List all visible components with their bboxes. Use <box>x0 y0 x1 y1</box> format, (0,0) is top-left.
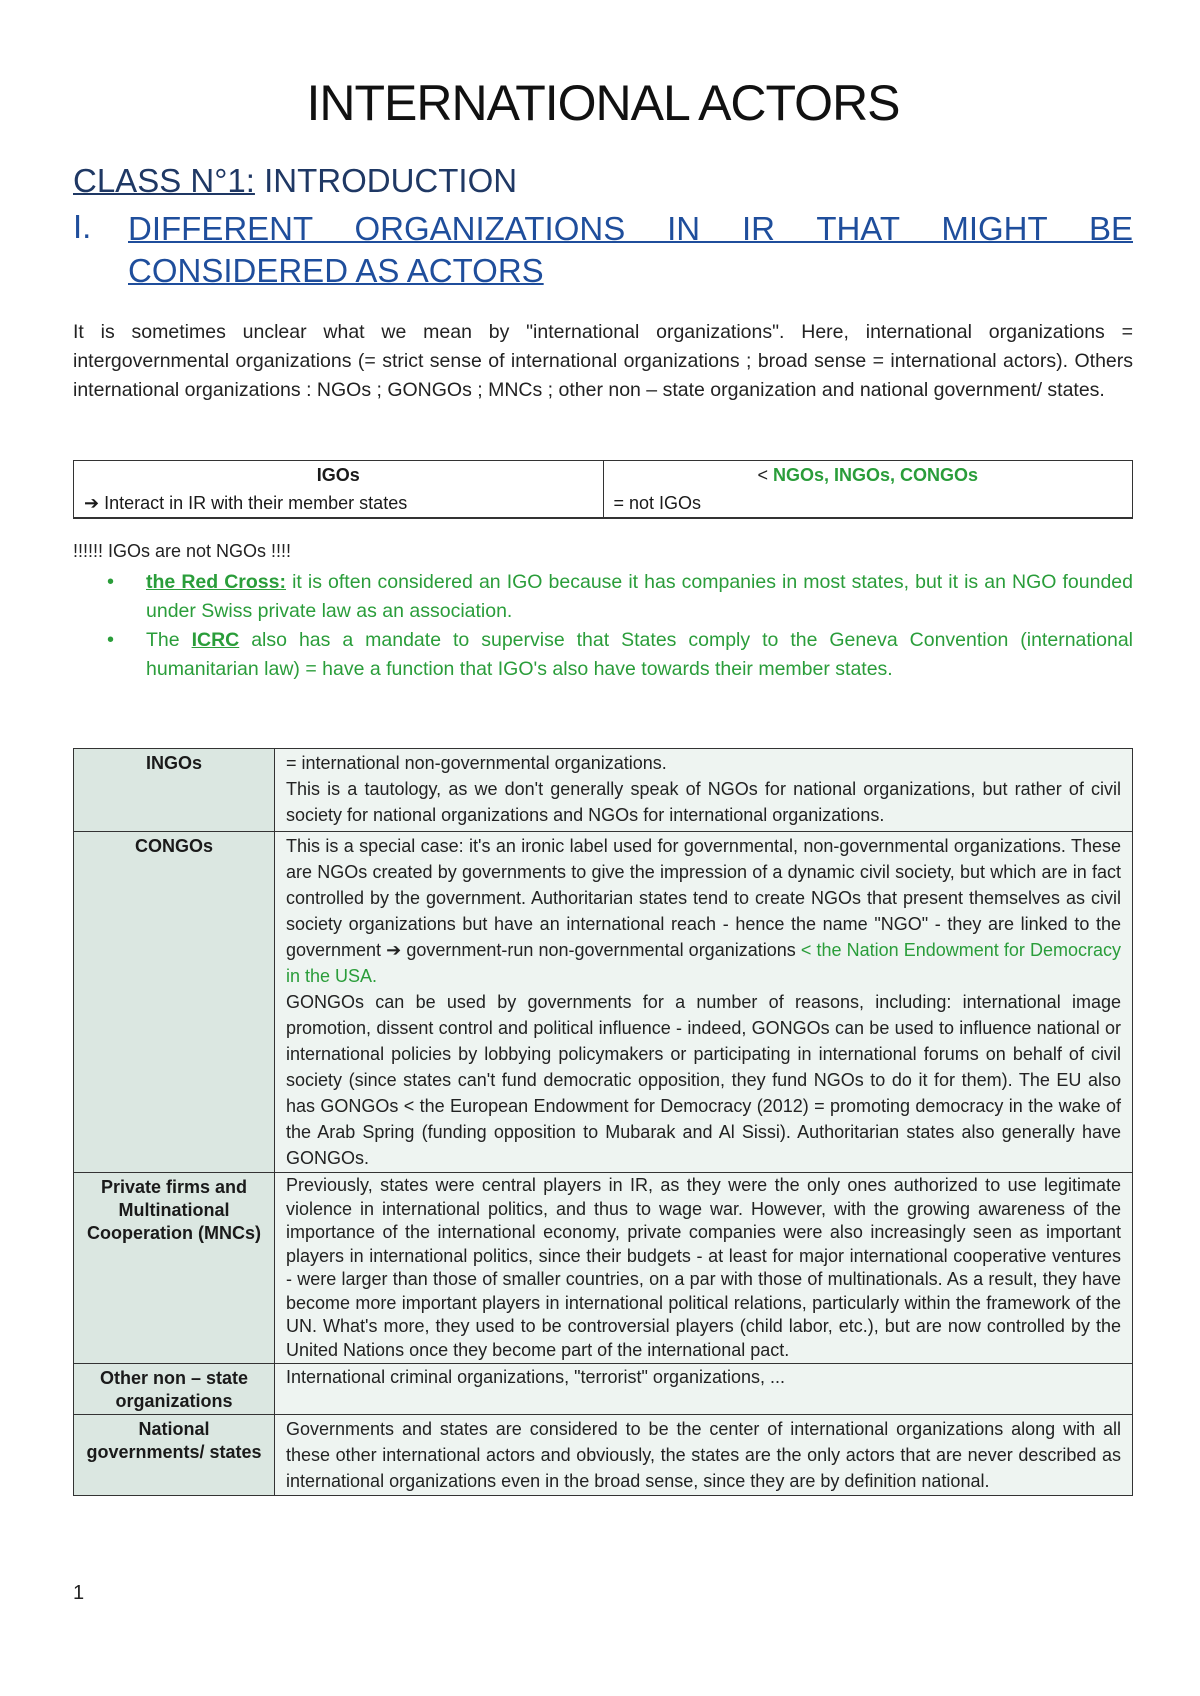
igo-ngo-comparison-table <box>73 460 1133 519</box>
bullet-term: ICRC <box>191 629 240 651</box>
definition-cell: Previously, states were central players in IR, as they were the only ones authorized to use legitimate violence in international politics, and thus to wage war. However, with the growing awareness of the importance of the international economy, private companies were also increasingly seen as important players in international politics, since their budgets - at least for major international cooperative ventures - were larger than those of smaller countries, on a par with those of multinationals. As a result, they have become more important players in international political relations, particularly within the framework of the UN. What's more, they used to be controversial players (child labor, etc.), but are now controlled by the United Nations once they become part of the international pact. <box>275 1173 1133 1364</box>
bullet-term: the Red Cross: <box>146 571 286 593</box>
definition-text: GONGOs can be used by governments for a number of reasons, including: international image promotion, dissent control and political influence - indeed, GONGOs can be used to influence national or international policies by lobbying policymakers or participating in international forums on behalf of civil society (since states can't fund democratic opposition, they fund NGOs to do it for them). The EU also has GONGOs < the European Endowment for Democracy (2012) = promoting democracy in the wake of the Arab Spring (funding opposition to Mubarak and Al Sissi). Authoritarian states also generally have GONGOs. <box>286 992 1121 1168</box>
actors-table <box>73 748 1133 1496</box>
term-cell: Private firms and Multinational Cooperation (MNCs) <box>74 1173 275 1364</box>
bullet-text: it is often considered an IGO because it has companies in most states, but it is an NGO founded under Swiss private law as an association. <box>146 571 1133 622</box>
table-row <box>74 1173 1133 1364</box>
arrow-right-icon: ➔ <box>84 493 100 513</box>
igos-description-text: Interact in IR with their member states <box>99 493 408 513</box>
bullet-icon: • <box>107 629 115 651</box>
list-item <box>73 568 1133 626</box>
class-heading-label: CLASS N°1: <box>73 162 255 199</box>
term-cell: National governments/ states <box>74 1415 275 1496</box>
table-row <box>74 832 1133 1173</box>
list-item <box>73 626 1133 684</box>
bullet-list <box>73 568 1133 684</box>
definition-cell: Governments and states are considered to be the center of international organizations along with all these other international actors and obviously, the states are the only actors that are never described as international organizations even in the broad sense, since they are by definition national. <box>275 1415 1133 1496</box>
class-heading <box>73 162 517 200</box>
document-title: INTERNATIONAL ACTORS <box>306 75 900 131</box>
bullet-lead: The <box>146 629 192 651</box>
term-cell: Other non – state organizations <box>74 1364 275 1415</box>
ngos-description: = not IGOs <box>603 489 1133 518</box>
igos-header: IGOs <box>74 461 604 490</box>
section-number: I. <box>73 208 92 245</box>
table-row <box>74 1364 1133 1415</box>
igos-description <box>74 489 604 518</box>
definition-cell: International criminal organizations, "terrorist" organizations, ... <box>275 1364 1133 1415</box>
ngos-header-prefix: < <box>757 465 773 485</box>
section-title: DIFFERENT ORGANIZATIONS IN IR THAT MIGHT BE CONSIDERED AS ACTORS <box>128 210 1133 289</box>
ngos-header-text: NGOs, INGOs, CONGOs <box>772 465 979 485</box>
page-number: 1 <box>73 1582 85 1604</box>
class-heading-text: INTRODUCTION <box>254 162 518 199</box>
definition-cell: = international non-governmental organizations. This is a tautology, as we don't generally speak of NGOs for national organizations, but rather of civil society for national organizations and NGOs for international organizations. <box>275 749 1133 832</box>
table-row <box>74 749 1133 832</box>
bullet-text: also has a mandate to supervise that States comply to the Geneva Convention (international humanitarian law) = have a function that IGO's also have towards their member states. <box>146 629 1133 680</box>
ngos-header <box>603 461 1133 490</box>
section-heading <box>73 208 1133 292</box>
bullet-icon: • <box>107 571 115 593</box>
term-cell: INGOs <box>74 749 275 832</box>
definition-example: < the Nation Endowment for Democracy in the USA. <box>286 940 1121 986</box>
definition-cell <box>275 832 1133 1173</box>
table-row <box>74 1415 1133 1496</box>
term-cell: CONGOs <box>74 832 275 1173</box>
intro-paragraph: It is sometimes unclear what we mean by "international organizations". Here, international organizations = intergovernmental organizations (= strict sense of international organizations ; broad sense = international actors). Others international organizations : NGOs ; GONGOs ; MNCs ; other non – state organization and national government/ states. <box>73 321 1133 401</box>
definition-text: This is a special case: it's an ironic label used for governmental, non-governmental organizations. These are NGOs created by governments to give the impression of a dynamic civil society, but which are in fact controlled by the government. Authoritarian states tend to create NGOs that present themselves as civil society organizations but have an international reach - hence the name "NGO" - they are linked to the government ➔ government-run non-governmental organizations <box>286 836 1121 960</box>
warning-note: !!!!!! IGOs are not NGOs !!!! <box>73 541 292 561</box>
